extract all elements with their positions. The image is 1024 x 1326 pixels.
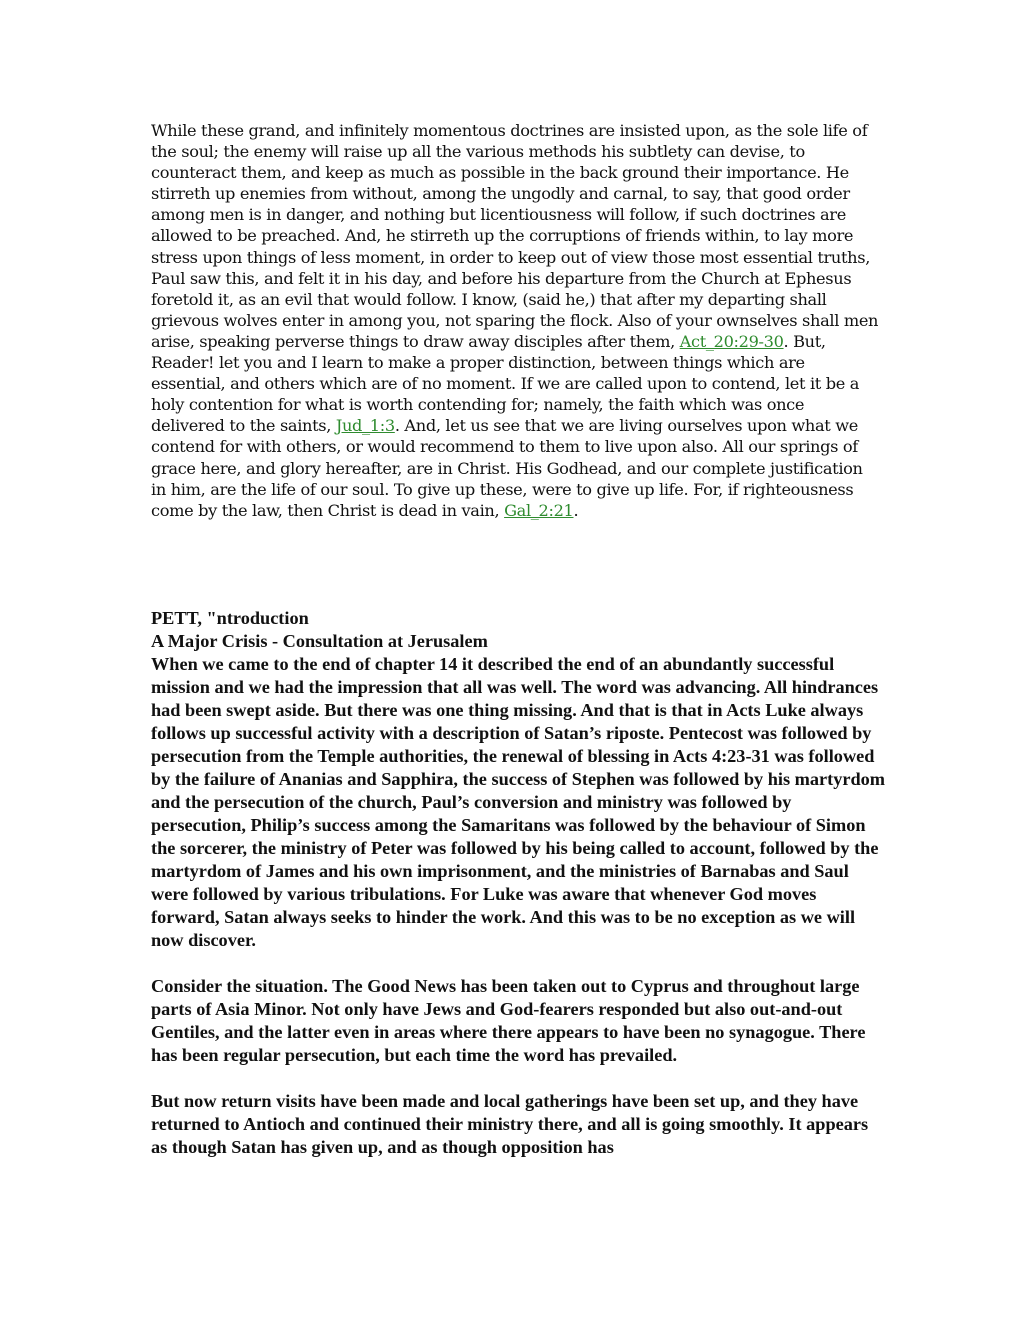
scripture-link-acts[interactable]: Act_20:29-30 [679, 331, 784, 351]
scripture-link-galatians[interactable]: Gal_2:21 [504, 500, 574, 520]
commentary-block [151, 120, 881, 521]
scripture-link-jude[interactable]: Jud_1:3 [335, 416, 395, 436]
commentary-text-1: While these grand, and infinitely momentous doctrines are insisted upon, as the sole life of the soul; the enemy will raise up all the various methods his subtlety can devise, to counteract them, and keep as much as possible in the back ground their importance. He stirreth up enemies from without, among the ungodly and carnal, to say, that good order among men is in danger, and nothing but licentiousness will follow, if such doctrines are allowed to be preached. And, he stirreth up the corruptions of friends within, to lay more stress upon things of less moment, in order to keep out of view those most essential truths, Paul saw this, and felt it in his day, and before his departure from the Church at Ephesus foretold it, as an evil that would follow. I know, (said he,) that after my departing shall grievous wolves enter in among you, not sparing the flock. Also of your ownselves shall men arise, speaking perverse things to draw away disciples after them, [151, 121, 879, 351]
section-subheading: A Major Crisis - Consultation at Jerusalem [151, 631, 488, 651]
pett-paragraph-3: But now return visits have been made and local gatherings have been set up, and they have returned to Antioch and continued their ministry there, and all is going smoothly. It appears as though Satan has given up, and as though opposition has [151, 1091, 869, 1157]
pett-paragraph-1: When we came to the end of chapter 14 it described the end of an abundantly successful mission and we had the impression that all was well. The word was advancing. All hindrances had been swept aside. But there was one thing missing. And that is that in Acts Luke always follows up successful activity with a description of Satan’s riposte. Pentecost was followed by persecution from the Temple authorities, the renewal of blessing in Acts 4:23-31 was followed by the failure of Ananias and Sapphira, the success of Stephen was followed by his martyrdom and the persecution of the church, Paul’s conversion and ministry was followed by persecution, Philip’s success among the Samaritans was followed by the behaviour of Simon the sorcerer, the ministry of Peter was followed by his being called to account, followed by the martyrdom of James and his own imprisonment, and the ministries of Barnabas and Saul were followed by various tribulations. For Luke was aware that whenever God moves forward, Satan always seeks to hinder the work. And this was to be no exception as we will now discover. [151, 654, 886, 950]
commentary-text-3: . And, let us see that we are living ourselves upon what we contend for with others, or would recommend to them to live upon also. All our springs of grace here, and glory hereafter, are in Christ. His Godhead, and our complete justification in him, are the life of our soul. To give up these, were to give up life. For, if righteousness come by the law, then Christ is dead in vain, [151, 416, 863, 520]
pett-paragraph-2: Consider the situation. The Good News has been taken out to Cyprus and throughout large parts of Asia Minor. Not only have Jews and God-fearers responded but also out-and-out Gentiles, and the latter even in areas where there appears to have been no synagogue. There has been regular persecution, but each time the word has prevailed. [151, 976, 866, 1065]
paragraph-spacer [151, 952, 886, 975]
commentary-paragraph [151, 120, 881, 521]
commentary-text-4: . [573, 500, 579, 520]
section-heading: PETT, "ntroduction [151, 608, 309, 628]
paragraph-spacer [151, 1067, 886, 1090]
commentary-text-2: . But, Reader! let you and I learn to make a proper distinction, between things which are essential, and others which are of no moment. If we are called upon to contend, let it be a holy contention for what is worth contending for; namely, the faith which was once delivered to the saints, [151, 331, 860, 436]
pett-section [151, 607, 886, 1159]
